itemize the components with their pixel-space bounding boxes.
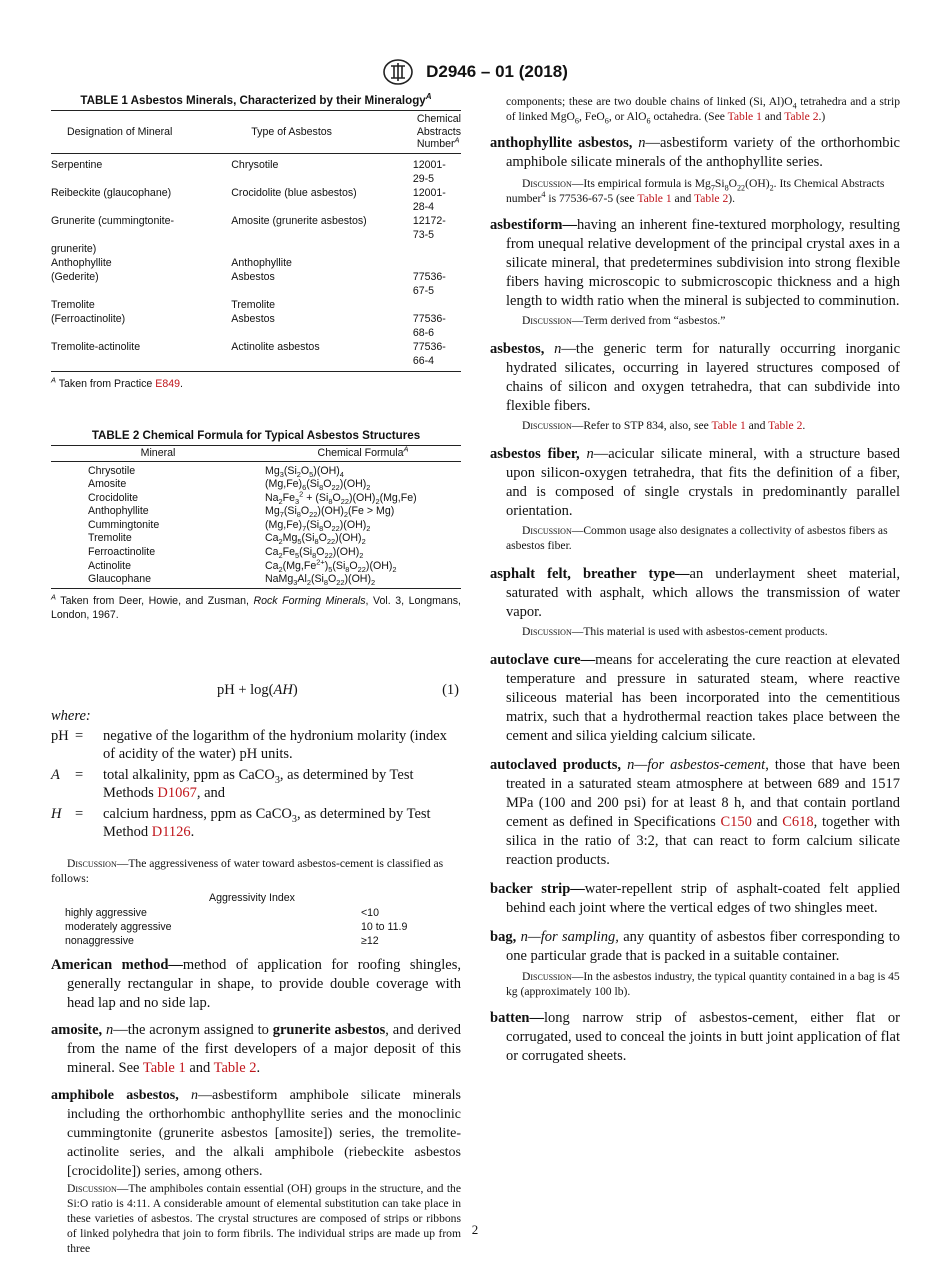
asbestos-discussion: Discussion—Refer to STP 834, also, see Table 1 and Table 2. [522, 419, 806, 432]
amphibole-discussion-continued: components; these are two double chains of linked (Si, $Al)O_4$ tetrahedra and a strip of linked MgO$_6$, FeO$_6$, or AlO$_6$ octahedra. (See Table 1 and Table 2.) [506, 95, 901, 126]
table1 [51, 110, 461, 372]
link-d1126[interactable]: D1126 [151, 824, 191, 841]
term-batten: batten—long narrow strip of asbestos-cement, either flat or corrugated, used to conceal the joints in butt joint application of flat or corrugated sheets. [490, 1010, 900, 1064]
term-autoclaved-products: autoclaved products, n—for asbestos-cement, those that have been treated in a saturated steam atmosphere at between 689 and 1517 MPa (100 and 200 psi) for at least 8 h, and that contain portland cement as defined in Specifications C150 and C618, together with silica in the ratio of 3:2, that can react to form calcium silicate reaction products. [490, 757, 901, 868]
table1-cell: grunerite) [51, 242, 97, 255]
link-table1[interactable]: Table 1 [711, 419, 746, 432]
table2-mineral: Tremolite [88, 532, 132, 545]
table1-cell: Chrysotile [231, 158, 279, 171]
term-autoclave-cure: autoclave cure—means for accelerating the cure reaction at elevated temperature and pressure in saturated steam, where reactive siliceous material has been incorporated into the cementitious matrix, such that a hydrothermal reaction takes place between the cement and silica yielding calcium silicate. [490, 652, 900, 744]
aggressivity-row: moderately aggressive 10 to 11.9 [65, 920, 408, 933]
table1-cell: Asbestos [231, 270, 275, 283]
table1-caption: TABLE 1 Asbestos Minerals, Characterized by their Mineralogy$^A$ [80, 92, 432, 107]
table1-cell: Tremolite [231, 298, 276, 311]
term-asbestos-fiber: asbestos fiber, n—acicular silicate mineral, with a structure based upon silicon-oxygen tetrahedra, that fits the definition of a fiber, and is composed of single crystals in predominantly parallel orientation. [490, 446, 900, 519]
aggressivity-discussion: Discussion—The aggressiveness of water toward asbestos-cement is classified as follows: [51, 856, 444, 885]
table2-mineral: Actinolite [88, 559, 131, 572]
table1-cell: Tremolite [51, 298, 95, 311]
table2-mineral: Amosite [88, 478, 127, 491]
felt-discussion: Discussion—This material is used with asbestos-cement products. [522, 625, 828, 638]
table1-footnote: $^A$ Taken from Practice E849. [51, 374, 183, 390]
bag-discussion: Discussion—In the asbestos industry, the typical quantity contained in a bag is 45 kg (approximately 100 lb). [506, 970, 900, 998]
table1-cell: 77536-68-6 [412, 312, 446, 339]
table1-cell: Anthophyllite [231, 256, 292, 269]
table2-formula: $Ca_2Fe_5(Si_8O_{22})(OH)_2$ [265, 546, 364, 561]
equation-body: pH + log(AH) [217, 681, 298, 698]
table2-mineral: Anthophyllite [88, 505, 149, 518]
table1-cell: 12001-28-4 [412, 186, 446, 213]
table1-cell: 77536-66-4 [412, 340, 446, 367]
fiber-discussion: Discussion—Common usage also designates a collectivity of asbestos fibers as asbestos fiber. [506, 524, 888, 552]
table1-header-mineral: Designation of Mineral [51, 111, 231, 154]
variable-a: A = total alkalinity, ppm as CaCO$_3$, as determined by Test Methods D1067, and [51, 766, 414, 802]
table2-mineral: Crocidolite [88, 491, 139, 504]
term-asbestiform: asbestiform—having an inherent fine-textured morphology, resulting from unequal relative development of the principal crystal axes in a silicate mineral, that predetermines subdivision into strong flexible fibers having microscopic to submicroscopic thickness and a high length to width ratio when the mineral is subjected to comminution. [490, 217, 900, 309]
variable-ph: pH = negative of the logarithm of the hydronium molarity (index of acidity of the water) pH units. [51, 727, 447, 763]
table1-cell [413, 256, 461, 270]
table2-formula: $Ca_2Mg_5(Si_8O_{22})(OH)_2$ [265, 532, 366, 547]
table1-cell [231, 242, 413, 256]
equation-number: (1) [442, 681, 459, 698]
table1-cell: (Gederite) [51, 270, 99, 283]
table2-mineral: Chrysotile [88, 464, 136, 477]
table1-cell [413, 298, 461, 312]
table1-header-type: Type of Asbestos [231, 111, 413, 154]
table1-cell [413, 242, 461, 256]
table1-cell: Crocidolite (blue asbestos) [231, 186, 357, 199]
link-table1[interactable]: Table 1 [142, 1059, 186, 1076]
term-asphalt-felt: asphalt felt, breather type—an underlayment sheet material, saturated with asphalt, which allows the transmission of water vapor. [490, 566, 900, 620]
table1-cell: (Ferroactinolite) [51, 312, 126, 325]
table1-cell: Actinolite asbestos [231, 340, 320, 353]
table1-cell: Amosite (grunerite asbestos) [231, 214, 367, 227]
link-table1[interactable]: Table 1 [727, 110, 762, 123]
table2-footnote: $^A$ Taken from Deer, Howie, and Zusman, Rock Forming Minerals, Vol. 3, Longmans, London, 1967. [51, 592, 461, 621]
link-table2[interactable]: Table 2 [768, 419, 803, 432]
right-column [490, 94, 900, 1066]
link-c618[interactable]: C618 [782, 814, 814, 830]
table2-formula: $Mg_7(Si_8O_{22})(OH)_2(Fe > Mg)$ [265, 505, 395, 520]
anthophyllite-discussion: Discussion—Its empirical formula is $Mg_7Si_8O_{22}(OH)_2$. Its Chemical Abstracts number$^4$ is 77536-67-5 (see Table 1 and Table 2). [506, 177, 885, 205]
amphibole-discussion: Discussion—The amphiboles contain essential (OH) groups in the structure, and the Si:O ratio is 4:11. A considerable amount of elemental substitution can take place in these varieties of asbestos. The crystal structures are composed of strips or ribbons of linked polyhedra that join to form fibrils. The individual strips are made up from three [67, 1181, 461, 1255]
table1-cell: Asbestos [231, 312, 275, 325]
link-d1067[interactable]: D1067 [157, 785, 197, 802]
table2-header-formula: Chemical Formula$^A$ [265, 445, 461, 461]
left-column [51, 94, 461, 1256]
term-backer-strip: backer strip—water-repellent strip of asphalt-coated felt applied behind each joint where the vertical edges of two shingles meet. [490, 881, 900, 916]
astm-logo-icon [382, 58, 414, 86]
document-id: D2946 – 01 (2018) [426, 62, 568, 81]
where-label: where: [51, 707, 91, 724]
term-bag: bag, n—for sampling, any quantity of asbestos fiber corresponding to one particular grade that is packed in a suitable container. [490, 929, 900, 964]
table2-mineral: Cummingtonite [88, 518, 160, 531]
variable-h: H = calcium hardness, ppm as CaCO$_3$, as determined by Test Method D1126. [51, 805, 431, 841]
page-number: 2 [471, 1222, 479, 1237]
table2-formula: $NaMg_3Al_2(Si_8O_{22})(OH)_2$ [265, 573, 376, 588]
link-table2[interactable]: Table 2 [784, 110, 819, 123]
link-c150[interactable]: C150 [720, 814, 752, 830]
table1-header-cas: Chemical Abstracts Number$^A$ [413, 111, 461, 154]
table2-formula: $Na_2Fe_3^2 + (Si_8O_{22})(OH)_2(Mg,Fe)$ [265, 489, 417, 506]
link-table2[interactable]: Table 2 [693, 192, 729, 205]
table1-cell: 77536-67-5 [412, 270, 446, 297]
table1-cell: Tremolite-actinolite [51, 340, 141, 353]
table1-cell: Serpentine [51, 158, 103, 171]
link-e849[interactable]: E849 [155, 377, 181, 390]
aggressivity-table [51, 906, 461, 948]
table2 [51, 445, 461, 589]
table2-mineral: Ferroactinolite [88, 546, 156, 559]
table1-cell: Grunerite (cummingtonite- [51, 214, 175, 227]
table1-cell: Anthophyllite [51, 256, 112, 269]
aggressivity-row: highly aggressive <10 [65, 906, 379, 919]
table1-body [51, 153, 461, 371]
table2-header-mineral: Mineral [51, 445, 265, 461]
aggressivity-title: Aggressivity Index [209, 891, 295, 904]
table2-mineral: Glaucophane [88, 573, 152, 586]
table1-cell: 12172-73-5 [412, 214, 446, 241]
table2-caption: TABLE 2 Chemical Formula for Typical Asbestos Structures [91, 428, 421, 442]
table2-formula: $(Mg,Fe)_6(Si_8O_{22})(OH)_2$ [265, 478, 371, 493]
page-header [0, 58, 950, 86]
table2-formula: $(Mg,Fe)_7(Si_8O_{22})(OH)_2$ [265, 518, 371, 533]
link-table2[interactable]: Table 2 [213, 1059, 257, 1076]
table2-formula: $Ca_2(Mg,Fe^{2+})_5(Si_8O_{22})(OH)_2$ [265, 557, 397, 574]
table1-cell: 12001-29-5 [412, 158, 446, 185]
term-asbestos: asbestos, n—the generic term for naturally occurring inorganic hydrated silicates, occurring in layered structures composed of chains of silicon and oxygen tetrahedra, that can subdivide into flexible fibers. [490, 341, 901, 414]
asbestiform-discussion: Discussion—Term derived from “asbestos.” [522, 314, 726, 327]
table2-formula: $Mg_3(Si_2O_5)(OH)_4$ [265, 464, 344, 479]
equation-1 [51, 682, 461, 702]
term-american-method: American method—method of application for roofing shingles, generally rectangular in shape, to provide double coverage with head lap and no side lap. [51, 956, 462, 1011]
term-amosite: amosite, n—the acronym assigned to grunerite asbestos, and derived from the name of the first developers of a major deposit of this mineral. See Table 1 and Table 2. [51, 1021, 461, 1076]
term-anthophyllite-asbestos: anthophyllite asbestos, n—asbestiform variety of the orthorhombic amphibole silicate minerals of the anthophyllite series. [490, 135, 900, 170]
link-table1[interactable]: Table 1 [637, 192, 672, 205]
term-amphibole-asbestos: amphibole asbestos, n—asbestiform amphibole silicate minerals including the orthorhombic anthophyllite series and the monoclinic cummingtonite (grunerite asbestos [amosite]) series, the tremolite-actinolite series, and the alkali amphibole (riebeckite asbestos [crocidolite]) series, among others. [51, 1087, 461, 1179]
aggressivity-row: nonaggressive ≥12 [65, 934, 379, 947]
table1-cell: Reibeckite (glaucophane) [51, 186, 172, 199]
